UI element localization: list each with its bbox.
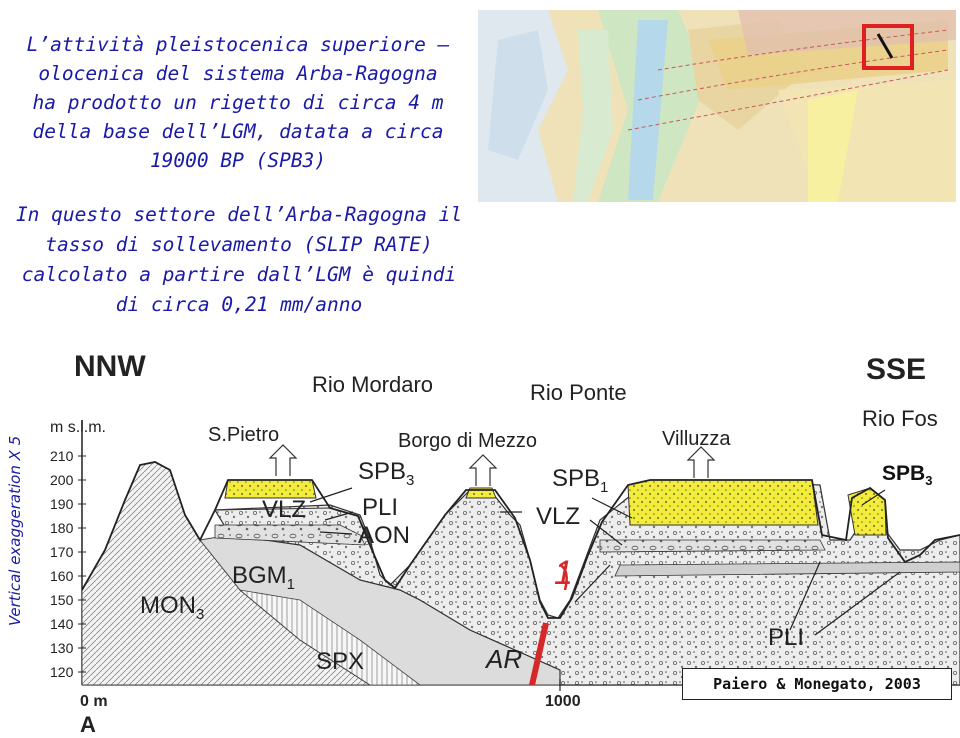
pli-right-label: PLI — [768, 624, 805, 651]
rio-ponte-label: Rio Ponte — [530, 380, 627, 405]
spb3-right-text: SPB — [882, 462, 926, 485]
y-tick-label: 160 — [50, 568, 74, 584]
intro-line: 19000 BP (SPB3) — [149, 149, 327, 172]
slip-line: calcolato a partire dall’LGM è quindi — [21, 263, 457, 286]
y-tick-label: 150 — [50, 592, 74, 608]
intro-text — [8, 30, 468, 175]
spb3-text: SPB — [358, 458, 407, 485]
y-tick-label: 170 — [50, 544, 74, 560]
x-tick-label: 0 m — [80, 693, 108, 710]
pli-mid-label: PLI — [362, 494, 399, 521]
rio-fos-label: Rio Fos — [862, 406, 938, 431]
bgm1-label — [232, 562, 295, 593]
y-tick-label: 190 — [50, 496, 74, 512]
spb3-right-sub: 3 — [925, 473, 933, 489]
intro-line: ha prodotto un rigetto di circa 4 m — [32, 91, 444, 114]
spb3-label — [358, 458, 414, 489]
borgo-di-mezzo-label: Borgo di Mezzo — [398, 430, 537, 452]
bgm-sub: 1 — [286, 575, 296, 593]
aon-label: AON — [358, 522, 411, 549]
mon-sub: 3 — [196, 605, 205, 623]
s-pietro-arrow — [270, 445, 296, 476]
spx-label: SPX — [316, 648, 365, 675]
bottom-letter: A — [80, 712, 96, 737]
slip-line: In questo settore dell’Arba-Ragogna il — [15, 203, 463, 226]
vertical-exaggeration-label: Vertical exaggeration X 5 — [6, 435, 24, 626]
geological-map — [478, 10, 956, 202]
credit-box: Paiero & Monegato, 2003 — [682, 668, 952, 700]
vlz-left-label: VLZ — [262, 496, 307, 523]
spb1-text: SPB — [552, 465, 601, 492]
spb3-sub: 3 — [406, 471, 415, 489]
rio-mordaro-label: Rio Mordaro — [312, 372, 434, 397]
spb1-label — [552, 465, 608, 496]
slip-line: di circa 0,21 mm/anno — [115, 293, 363, 316]
fault-number-label: 1 — [554, 554, 573, 592]
dir-right-label: SSE — [866, 353, 927, 386]
mon-text: MON — [140, 592, 196, 619]
geological-map-image — [478, 10, 956, 202]
y-tick-label: 120 — [50, 664, 74, 680]
y-tick-label: 130 — [50, 640, 74, 656]
vlz-right-label: VLZ — [536, 503, 581, 530]
villuzza-arrow — [688, 447, 714, 478]
mon3-label — [140, 592, 204, 623]
spb1-sub: 1 — [600, 478, 609, 496]
x-tick-label: 1000 — [545, 693, 581, 710]
spb1-cap — [628, 480, 818, 525]
dir-left-label: NNW — [74, 350, 146, 383]
borgo-arrow — [470, 455, 496, 486]
slip-rate-text — [4, 200, 474, 320]
slip-line: tasso di sollevamento (SLIP RATE) — [45, 233, 433, 256]
spb3-cap-right — [848, 488, 886, 535]
intro-line: olocenica del sistema Arba-Ragogna — [38, 62, 438, 85]
s-pietro-label: S.Pietro — [208, 424, 280, 446]
y-tick-label: 210 — [50, 448, 74, 464]
intro-line: della base dell’LGM, datata a circa — [32, 120, 444, 143]
y-tick-label: 140 — [50, 616, 74, 632]
y-tick-label: 200 — [50, 472, 74, 488]
ar-label: AR — [486, 644, 523, 674]
bgm-text: BGM — [232, 562, 287, 589]
villuzza-label: Villuzza — [662, 428, 731, 450]
spb3-right-label — [882, 462, 932, 488]
intro-line: L’attività pleistocenica superiore – — [26, 33, 450, 56]
unit-label: m s.l.m. — [50, 419, 106, 436]
y-tick-label: 180 — [50, 520, 74, 536]
